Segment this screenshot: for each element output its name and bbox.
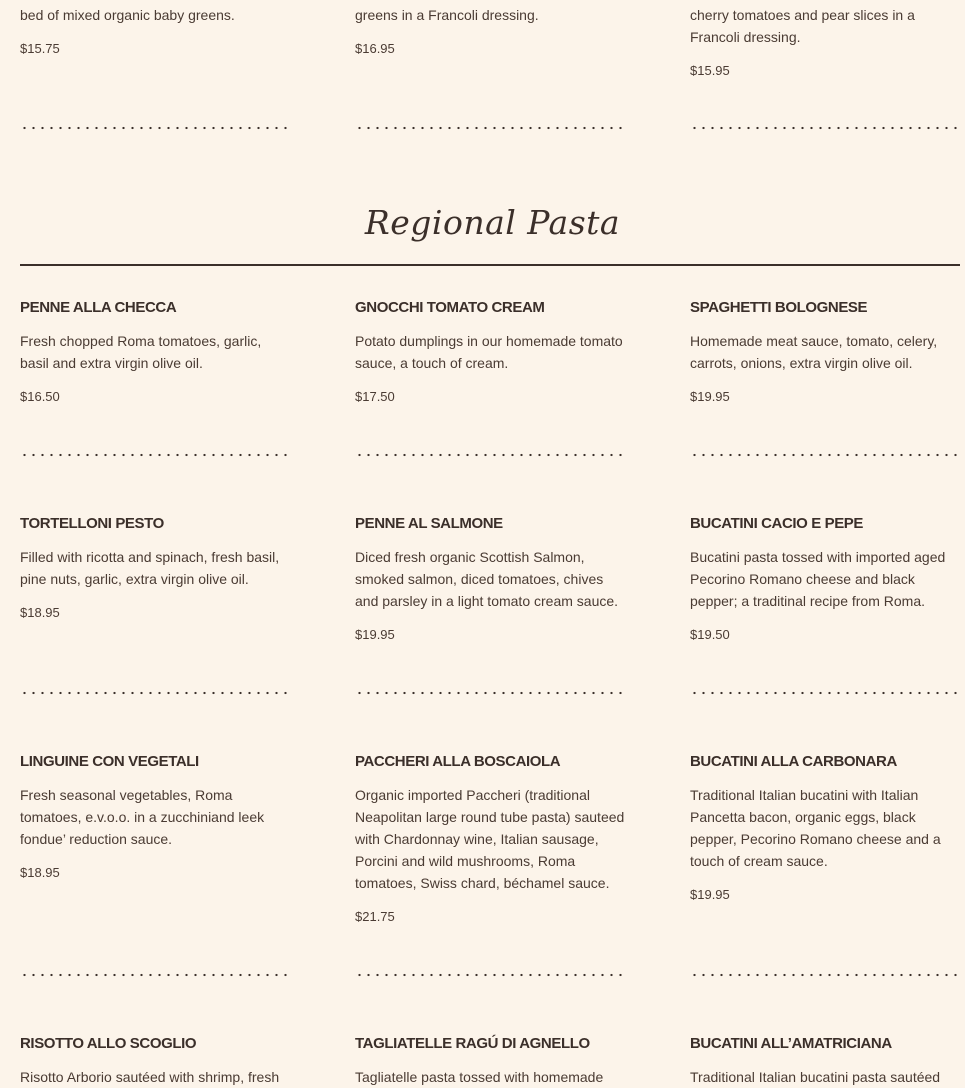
menu-item-top-1 bbox=[20, 4, 290, 58]
menu-item bbox=[20, 752, 290, 882]
menu-item-description: Tagliatelle pasta tossed with homemade bbox=[355, 1069, 604, 1085]
menu-item bbox=[690, 298, 960, 406]
menu-item bbox=[690, 1034, 960, 1088]
menu-item-price: $21.75 bbox=[355, 909, 395, 924]
menu-item-title: BUCATINI CACIO E PEPE bbox=[690, 515, 864, 532]
section-title: Regional Pasta bbox=[364, 203, 621, 242]
menu-item-description: Homemade meat sauce, tomato, celery, carrots, onions, extra virgin olive oil. bbox=[690, 333, 938, 371]
menu-item bbox=[355, 752, 625, 926]
menu-item-description: bed of mixed organic baby greens. bbox=[20, 7, 235, 23]
menu-item-price: $19.95 bbox=[690, 887, 730, 902]
menu-item-description: Traditional Italian bucatini with Italian Pancetta bacon, organic eggs, black pepper, Pecorino Romano cheese and a touch of cream sauce. bbox=[690, 787, 941, 869]
menu-item-title: TAGLIATELLE RAGÚ DI AGNELLO bbox=[355, 1035, 590, 1052]
menu-item-title: RISOTTO ALLO SCOGLIO bbox=[20, 1035, 197, 1052]
menu-item-price: $17.50 bbox=[355, 389, 395, 404]
dotted-divider bbox=[355, 452, 625, 458]
menu-item-price: $15.75 bbox=[20, 41, 60, 56]
menu-item-top-2 bbox=[355, 4, 625, 58]
menu-item-price: $16.95 bbox=[355, 41, 395, 56]
menu-item bbox=[20, 514, 290, 622]
menu-item-description: greens in a Francoli dressing. bbox=[355, 7, 539, 23]
dotted-divider bbox=[690, 972, 960, 978]
menu-item-description: cherry tomatoes and pear slices in a Francoli dressing. bbox=[690, 7, 915, 45]
menu-item-title: PACCHERI ALLA BOSCAIOLA bbox=[355, 753, 561, 770]
dotted-divider bbox=[690, 452, 960, 458]
menu-item-title: PENNE AL SALMONE bbox=[355, 515, 503, 532]
menu-item-title: GNOCCHI TOMATO CREAM bbox=[355, 299, 545, 316]
menu-item-description: Bucatini pasta tossed with imported aged Pecorino Romano cheese and black pepper; a traditinal recipe from Roma. bbox=[690, 549, 946, 609]
menu-item bbox=[20, 1034, 290, 1088]
menu-item-price: $19.95 bbox=[355, 627, 395, 642]
menu-item-price: $19.50 bbox=[690, 627, 730, 642]
menu-item-top-3 bbox=[690, 4, 960, 80]
menu-item-title: BUCATINI ALL’AMATRICIANA bbox=[690, 1035, 892, 1052]
menu-item-description: Traditional Italian bucatini pasta sautéed bbox=[690, 1069, 941, 1085]
menu-item-price: $15.95 bbox=[690, 63, 730, 78]
menu-item-price: $18.95 bbox=[20, 605, 60, 620]
menu-item bbox=[355, 514, 625, 644]
menu-item-description: Potato dumplings in our homemade tomato sauce, a touch of cream. bbox=[355, 333, 623, 371]
dotted-divider bbox=[690, 690, 960, 696]
section-divider bbox=[20, 264, 960, 266]
menu-item-description: Fresh chopped Roma tomatoes, garlic, basil and extra virgin olive oil. bbox=[20, 333, 262, 371]
menu-item-title: SPAGHETTI BOLOGNESE bbox=[690, 299, 868, 316]
menu-item-price: $18.95 bbox=[20, 865, 60, 880]
dotted-divider bbox=[20, 972, 290, 978]
menu-item bbox=[690, 514, 960, 644]
menu-item-description: Risotto Arborio sautéed with shrimp, fresh bbox=[20, 1069, 280, 1085]
menu-item bbox=[20, 298, 290, 406]
menu-item bbox=[355, 1034, 625, 1088]
menu-item-title: PENNE ALLA CHECCA bbox=[20, 299, 177, 316]
menu-item-title: BUCATINI ALLA CARBONARA bbox=[690, 753, 897, 770]
dotted-divider bbox=[355, 690, 625, 696]
menu-item-price: $19.95 bbox=[690, 389, 730, 404]
dotted-divider bbox=[690, 125, 960, 131]
dotted-divider bbox=[20, 125, 290, 131]
menu-item-description: Organic imported Paccheri (traditional Neapolitan large round tube pasta) sauteed with Chardonnay wine, Italian sausage, Porcini and wild mushrooms, Roma tomatoes, Swiss chard, béchamel sauce. bbox=[355, 787, 625, 891]
dotted-divider bbox=[20, 690, 290, 696]
menu-item bbox=[355, 298, 625, 406]
menu-item-description: Fresh seasonal vegetables, Roma tomatoes, e.v.o.o. in a zucchiniand leek fondue’ reduction sauce. bbox=[20, 787, 265, 847]
dotted-divider bbox=[355, 972, 625, 978]
dotted-divider bbox=[355, 125, 625, 131]
menu-item-title: LINGUINE CON VEGETALI bbox=[20, 753, 199, 770]
menu-item bbox=[690, 752, 960, 904]
dotted-divider bbox=[20, 452, 290, 458]
menu-item-title: TORTELLONI PESTO bbox=[20, 515, 164, 532]
menu-item-description: Diced fresh organic Scottish Salmon, smoked salmon, diced tomatoes, chives and parsley in a light tomato cream sauce. bbox=[355, 549, 619, 609]
menu-item-description: Filled with ricotta and spinach, fresh basil, pine nuts, garlic, extra virgin olive oil. bbox=[20, 549, 280, 587]
menu-item-price: $16.50 bbox=[20, 389, 60, 404]
